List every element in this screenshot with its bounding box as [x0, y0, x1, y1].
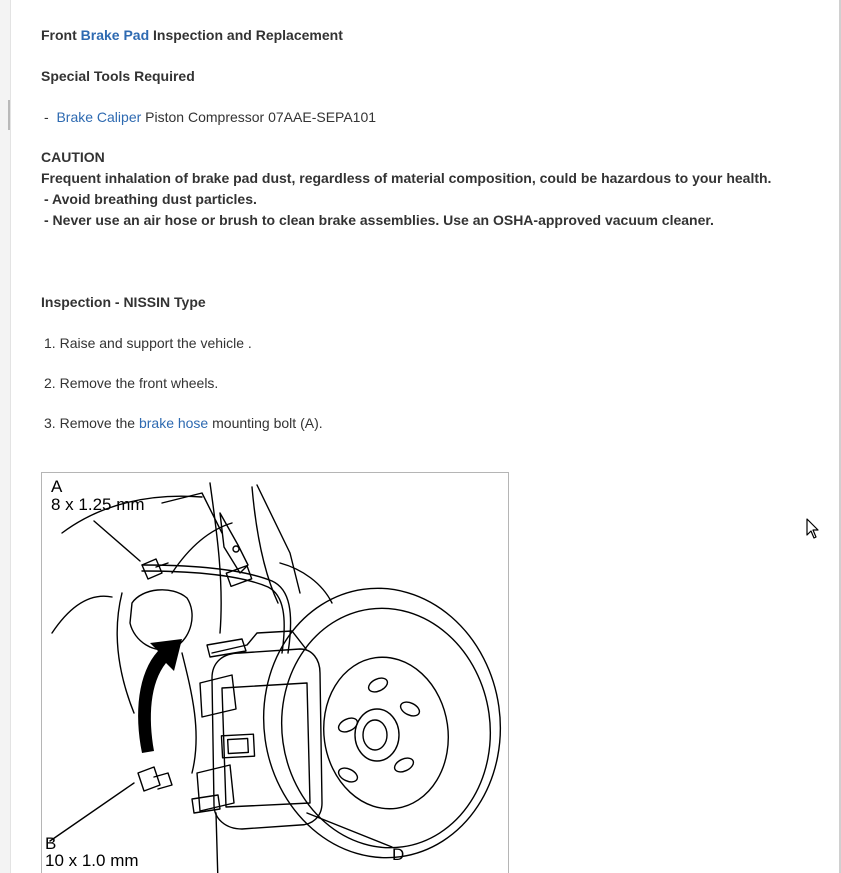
step-number: 1.: [44, 335, 56, 351]
step-item: [44, 334, 252, 352]
step-number: 2.: [44, 375, 56, 391]
brake-assembly-drawing: [42, 473, 508, 873]
caution-bullet: - Never use an air hose or brush to clean brake assemblies. Use an OSHA-approved vacuum cleaner.: [44, 212, 714, 228]
caution-heading: CAUTION: [41, 149, 105, 165]
step-text: Remove the front wheels.: [59, 375, 219, 391]
caution-text: Frequent inhalation of brake pad dust, regardless of material composition, could be hazardous to your health.: [41, 170, 772, 186]
callout-a-letter: A: [51, 477, 63, 496]
brake-caliper-figure: [41, 472, 509, 873]
step-number: 3.: [44, 415, 56, 431]
step-text: mounting bolt (A).: [208, 415, 323, 431]
step-text: Raise and support the vehicle .: [59, 335, 252, 351]
scroll-marker: [8, 100, 10, 130]
caution-bullet: - Avoid breathing dust particles.: [44, 191, 257, 207]
callout-d-letter: D: [392, 845, 405, 864]
callout-b-letter: B: [45, 834, 57, 853]
callout-a-size: 8 x 1.25 mm: [51, 495, 145, 514]
special-tool-text: Piston Compressor 07AAE-SEPA101: [141, 109, 377, 125]
step-item: [44, 374, 218, 392]
left-window-edge: [0, 0, 11, 873]
special-tools-heading: Special Tools Required: [41, 68, 195, 84]
page-title: [41, 26, 343, 44]
page-title-suffix: Inspection and Replacement: [149, 27, 343, 43]
page-title-prefix: Front: [41, 27, 81, 43]
step-item: [44, 414, 323, 432]
brake-hose-link[interactable]: brake hose: [138, 415, 209, 431]
mouse-cursor-icon: [806, 518, 820, 540]
list-bullet: -: [44, 109, 49, 125]
brake-caliper-link[interactable]: Brake Caliper: [56, 109, 142, 125]
step-text: Remove the: [59, 415, 139, 431]
special-tool-item: [44, 108, 376, 126]
brake-pad-link[interactable]: Brake Pad: [80, 27, 150, 43]
inspection-heading: Inspection - NISSIN Type: [41, 294, 206, 310]
callout-b-size: 10 x 1.0 mm: [45, 851, 139, 870]
